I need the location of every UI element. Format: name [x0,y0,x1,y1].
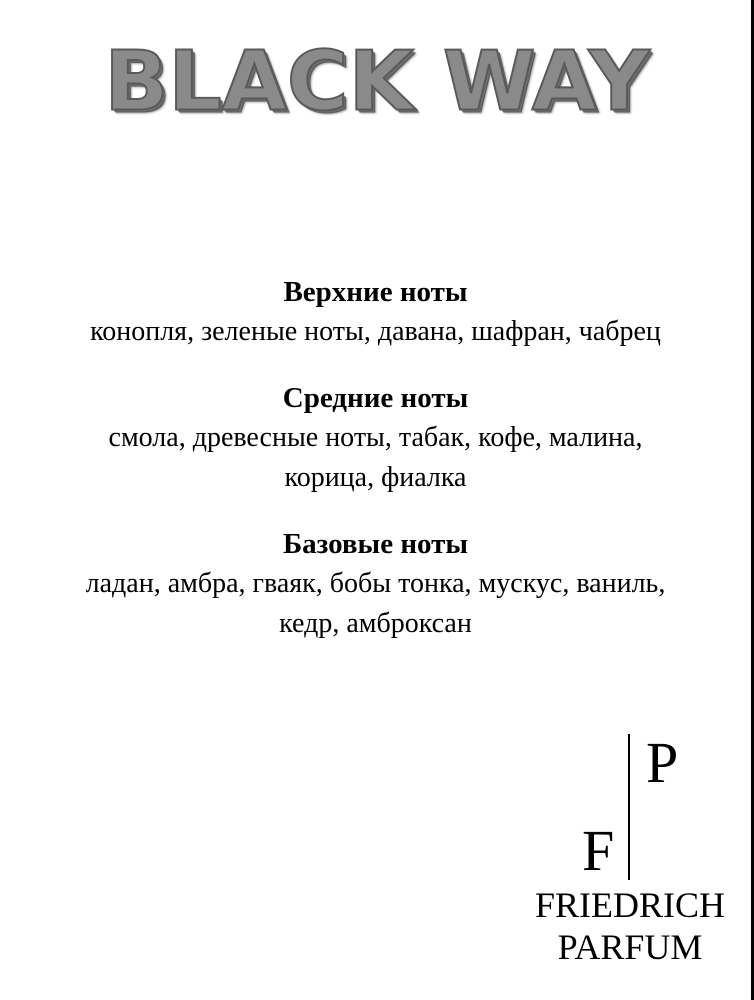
base-notes-heading: Базовые ноты [282,528,469,560]
middle-notes-line: корица, фиалка [284,462,467,493]
middle-notes-line: смола, древесные ноты, табак, кофе, малина, [108,422,643,453]
notes-list [0,272,751,670]
brand-name [520,884,740,968]
top-notes-heading: Верхние ноты [283,276,468,308]
brand-name-line2: PARFUM [557,927,703,967]
brand-name-line1: FRIEDRICH [534,885,726,925]
base-notes-section [0,524,751,644]
middle-notes-heading: Средние ноты [282,382,469,414]
brand-logo [520,728,740,978]
fragrance-title: BLACK WAY [104,32,650,130]
base-notes-line: кедр, амброксан [279,608,472,639]
logo-letter-f: F [582,818,615,883]
top-notes-line: конопля, зеленые ноты, давана, шафран, чабрец [90,316,661,347]
middle-notes-section [0,378,751,498]
logo-letter-p: P [646,730,679,795]
logo-divider [628,734,630,880]
top-notes-section [0,272,751,352]
base-notes-line: ладан, амбра, гваяк, бобы тонка, мускус, ваниль, [85,568,666,599]
